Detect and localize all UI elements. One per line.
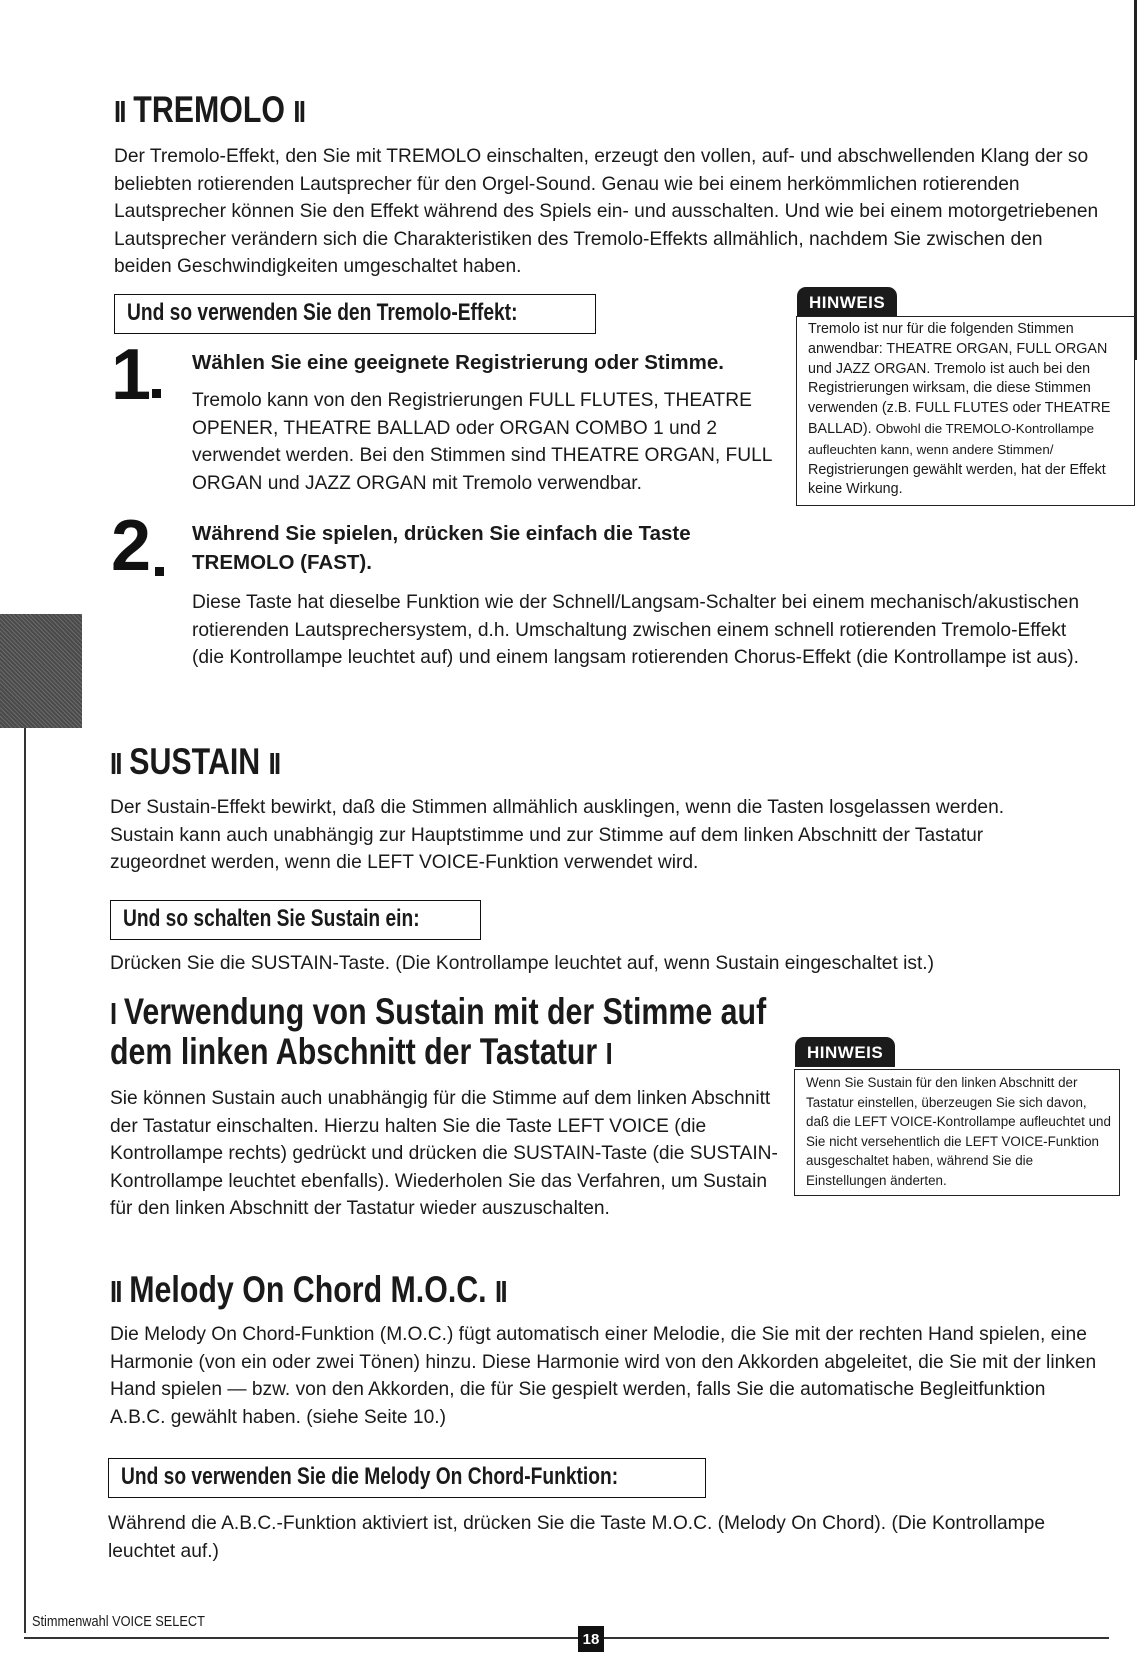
left-margin-line	[24, 728, 26, 1633]
tremolo-hinweis-tab: HINWEIS	[797, 287, 897, 317]
heading-bar-left: I	[110, 996, 116, 1031]
sustain-howto-box	[110, 900, 481, 940]
tremolo-hinweis-text-c: Obwohl die TREMOLO-Kontrollampe aufleuchten kann, wenn andere Stimmen/	[808, 420, 1095, 457]
tremolo-intro: Der Tremolo-Effekt, den Sie mit TREMOLO einschalten, erzeugt den vollen, auf- und abschwellenden Klang der so beliebten rotierenden Lautsprecher für den Orgel-Sound. Genau wie bei einem herkömmlichen rotierenden Lautsprecher können Sie den Effekt während des Spiels ein- und ausschalten. Und wie bei einem motorgetriebenen Lautsprecher verändern sich die Charakteristiken des Tremolo-Effekts allmählich, nachdem Sie zwischen den beiden Geschwindigkeiten umgeschaltet haben.	[114, 146, 1099, 277]
page-number: 18	[578, 1626, 604, 1652]
footer-section-label: Stimmenwahl VOICE SELECT	[32, 1613, 205, 1630]
step-2-title-line2: TREMOLO (FAST).	[192, 551, 372, 574]
heading-bars-left: II	[114, 94, 125, 129]
footer-rule	[24, 1637, 1109, 1639]
step-2-title-line1: Während Sie spielen, drücken Sie einfach die Taste	[192, 522, 691, 545]
moc-instruction: Während die A.B.C.-Funktion aktiviert ist, drücken Sie die Taste M.O.C. (Melody On Chord). (Die Kontrollampe leuchtet auf.)	[108, 1513, 1046, 1562]
moc-howto-box	[108, 1458, 706, 1498]
sustain-hinweis-text: Wenn Sie Sustain für den linken Abschnitt der Tastatur einstellen, überzeugen Sie sich davon, daß die LEFT VOICE-Kontrollampe aufleuchtet und Sie nicht versehentlich die LEFT VOICE-Funktion ausgeschaltet haben, während Sie die Einstellungen änderten.	[806, 1075, 1111, 1188]
section-side-tab	[0, 614, 82, 728]
heading-bars-right: II	[268, 746, 280, 781]
left-sustain-heading-line2	[110, 1030, 611, 1076]
heading-bars-left: II	[110, 1274, 121, 1309]
tremolo-howto-box	[114, 294, 596, 334]
left-sustain-title-line1: Verwendung von Sustain mit der Stimme auf	[123, 991, 767, 1032]
step-1-text: Tremolo kann von den Registrierungen FULL FLUTES, THEATRE OPENER, THEATRE BALLAD oder ORGAN COMBO 1 und 2 verwendet werden. Bei den Stimmen sind THEATRE ORGAN, FULL ORGAN und JAZZ ORGAN mit Tremolo verwendbar.	[192, 390, 772, 495]
tremolo-hinweis-text-b: Tremolo ist auch bei den Registrierungen wirksam, die diese Stimmen verwenden (z.B. FULL FLUTES oder THEATRE BALLAD).	[808, 360, 1111, 437]
moc-intro: Die Melody On Chord-Funktion (M.O.C.) fügt automatisch einer Melodie, die Sie mit der rechten Hand spielen, eine Harmonie (von ein oder zwei Tönen) hinzu. Diese Harmonie wird von den Akkorden abgeleitet, die Sie mit der linken Hand spielen — bzw. von den Akkorden, die für Sie gespielt werden, falls Sie die automatische Begleitfunktion A.B.C. gewählt haben. (siehe Seite 10.)	[110, 1324, 1097, 1428]
left-sustain-title-line2: dem linken Abschnitt der Tastatur	[110, 1031, 598, 1072]
step-1-title: Wählen Sie eine geeignete Registrierung oder Stimme.	[192, 351, 724, 374]
step-2-bullet	[155, 567, 164, 576]
heading-bar-right: I	[605, 1036, 612, 1071]
tremolo-hinweis-box	[796, 316, 1135, 506]
right-edge-line	[1134, 0, 1137, 360]
moc-title: Melody On Chord M.O.C.	[129, 1269, 487, 1310]
step-2-number: 2	[111, 506, 152, 586]
tremolo-howto-label: Und so verwenden Sie den Tremolo-Effekt:	[127, 299, 518, 326]
step-1-number: 1	[111, 335, 152, 415]
moc-howto-label: Und so verwenden Sie die Melody On Chord-Funktion:	[121, 1463, 619, 1490]
step-2-text: Diese Taste hat dieselbe Funktion wie der Schnell/Langsam-Schalter bei einem mechanisch/akustischen rotierenden Lautsprechersystem, d.h. Umschaltung zwischen einem schnell rotierenden Tremolo-Effekt (die Kontrollampe leuchtet auf) und einem langsam rotierenden Chorus-Effekt (die Kontrollampe ist aus).	[192, 592, 1080, 668]
tremolo-hinweis-text-d: Registrierungen gewählt werden, hat der Effekt keine Wirkung.	[808, 461, 1106, 498]
sustain-hinweis-tab: HINWEIS	[795, 1037, 895, 1067]
tremolo-title: TREMOLO	[133, 89, 285, 130]
moc-heading	[110, 1268, 506, 1314]
tremolo-hinweis-text-a: Tremolo ist nur für die folgenden Stimmen anwendbar: THEATRE ORGAN, FULL ORGAN und JAZZ ORGAN.	[808, 321, 1108, 377]
heading-bars-right: II	[293, 94, 305, 129]
tremolo-heading	[114, 88, 304, 134]
left-sustain-text: Sie können Sustain auch unabhängig für die Stimme auf dem linken Abschnitt der Tastatur einschalten. Hierzu halten Sie die Taste LEFT VOICE (die Kontrollampe rechts) gedrückt und drücken die SUSTAIN-Taste (die SUSTAIN-Kontrollampe leuchtet ebenfalls). Wiederholen Sie das Verfahren, um Sustain für den linken Abschnitt der Tastatur wieder auszuschalten.	[110, 1088, 778, 1219]
heading-bars-left: II	[110, 746, 121, 781]
sustain-intro: Der Sustain-Effekt bewirkt, daß die Stimmen allmählich ausklingen, wenn die Tasten losgelassen werden. Sustain kann auch unabhängig zur Hauptstimme und zur Stimme auf dem linken Abschnitt der Tastatur zugeordnet werden, wenn die LEFT VOICE-Funktion verwendet wird.	[110, 797, 1005, 873]
sustain-howto-label: Und so schalten Sie Sustain ein:	[123, 905, 420, 932]
heading-bars-right: II	[495, 1274, 506, 1309]
sustain-heading	[110, 740, 279, 786]
step-1-bullet	[152, 389, 161, 398]
sustain-instruction: Drücken Sie die SUSTAIN-Taste. (Die Kontrollampe leuchtet auf, wenn Sustain eingeschaltet ist.)	[110, 953, 935, 974]
sustain-hinweis-box	[794, 1069, 1120, 1196]
sustain-title: SUSTAIN	[129, 741, 261, 782]
